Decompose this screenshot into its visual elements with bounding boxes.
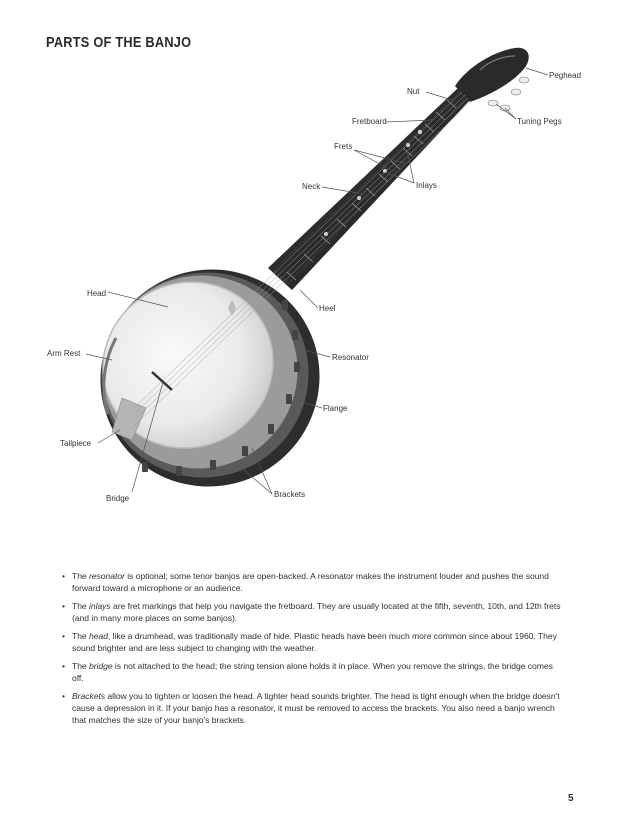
label-fretboard: Fretboard bbox=[352, 117, 387, 126]
label-peghead: Peghead bbox=[549, 71, 582, 80]
term-brackets: Brackets bbox=[72, 691, 106, 702]
label-flange: Flange bbox=[323, 404, 348, 413]
label-tuning-pegs: Tuning Pegs bbox=[517, 117, 562, 126]
label-frets: Frets bbox=[334, 142, 353, 151]
term-bridge: bridge bbox=[89, 661, 113, 672]
term-resonator: resonator bbox=[89, 571, 125, 581]
notes-list bbox=[62, 571, 562, 733]
label-head: Head bbox=[87, 289, 107, 298]
label-nut: Nut bbox=[407, 87, 420, 96]
label-arm-rest: Arm Rest bbox=[47, 349, 81, 358]
page-title: PARTS OF THE BANJO bbox=[46, 34, 192, 51]
label-inlays: Inlays bbox=[416, 181, 437, 190]
note-head: • The head, like a drumhead, was traditionally made of hide. Plastic heads have been much more common since about 1960. They sound brighter and are less subject to changing with the weather. bbox=[62, 631, 562, 655]
note-resonator: • The resonator is optional; some tenor banjos are open-backed. A resonator makes the instrument louder and pushes the sound forward toward a microphone or an audience. bbox=[62, 571, 562, 595]
note-inlays: • The inlays are fret markings that help you navigate the fretboard. They are usually located at the fifth, seventh, 10th, and 12th frets (and in many more places on some banjos). bbox=[62, 601, 562, 625]
term-head: head bbox=[89, 631, 108, 642]
term-inlays: inlays bbox=[89, 601, 111, 612]
banjo-neck bbox=[268, 48, 529, 290]
label-bridge: Bridge bbox=[106, 494, 130, 503]
note-bridge: • The bridge is not attached to the head; the string tension alone holds it in place. When you remove the strings, the bridge comes off. bbox=[62, 661, 562, 685]
label-tailpiece: Tailpiece bbox=[60, 439, 92, 448]
page-number: 5 bbox=[568, 793, 574, 804]
note-brackets: • Brackets allow you to tighten or loosen the head. A tighter head sounds brighter. The head is tight enough when the bridge doesn't cause a depression in it. If your banjo has a resonator, it must be removed to access the brackets. You also need a banjo wrench that matches the size of your banjo's brackets. bbox=[62, 691, 562, 726]
label-resonator: Resonator bbox=[332, 353, 369, 362]
label-brackets: Brackets bbox=[274, 490, 306, 499]
label-heel: Heel bbox=[319, 304, 336, 313]
label-neck: Neck bbox=[302, 182, 321, 191]
